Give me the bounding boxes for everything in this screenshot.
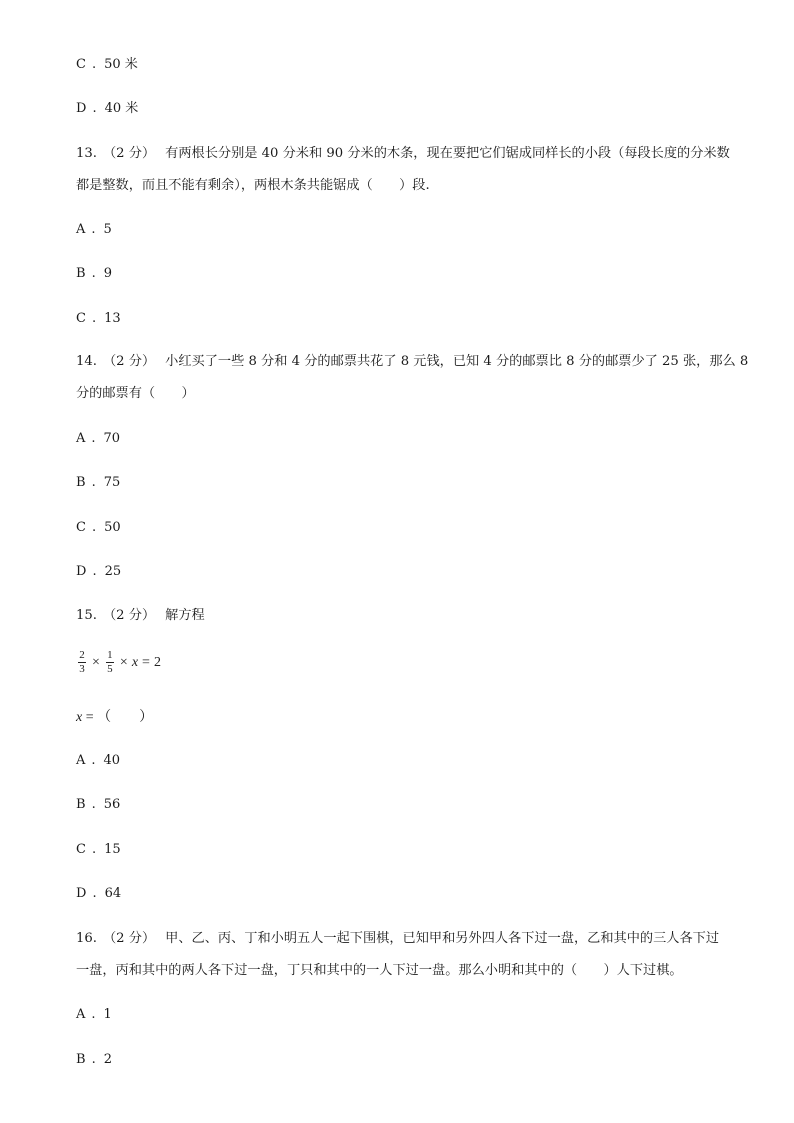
q16-option-b[interactable]: B . 2 bbox=[76, 1052, 112, 1067]
score-label: （2 分） bbox=[102, 608, 156, 623]
question-14-line1: 14. （2 分） 小红买了一些 8 分和 4 分的邮票共花了 8 元钱，已知 4 分的邮票比 8 分的邮票少了 25 张，那么 8 bbox=[76, 354, 749, 369]
q15-option-d[interactable]: D . 64 bbox=[76, 886, 122, 901]
fraction-one-fifth: $\frac{1}{5}$ bbox=[107, 649, 113, 675]
equation: $\frac{2}{3}$ × $\frac{1}{5}$ × x = 2 bbox=[79, 649, 161, 675]
q16-option-a[interactable]: A . 1 bbox=[76, 1007, 112, 1022]
q13-option-c[interactable]: C . 13 bbox=[76, 311, 121, 326]
answer-prompt: x = （ ） bbox=[76, 710, 154, 725]
fraction-two-thirds: $\frac{2}{3}$ bbox=[79, 649, 85, 675]
q13-option-b[interactable]: B . 9 bbox=[76, 266, 112, 281]
question-16-line1: 16. （2 分） 甲、乙、丙、丁和小明五人一起下围棋，已知甲和另外四人各下过一盘，乙和其中的三人各下过 bbox=[76, 931, 720, 946]
question-13 bbox=[76, 138, 756, 202]
q14-option-d[interactable]: D . 25 bbox=[76, 564, 122, 579]
q13-option-a[interactable]: A . 5 bbox=[76, 222, 112, 237]
question-16-line2: 一盘，丙和其中的两人各下过一盘，丁只和其中的一人下过一盘。那么小明和其中的（ ）人下过棋。 bbox=[76, 963, 683, 978]
option-text: 50 米 bbox=[104, 57, 138, 72]
score-label: （2 分） bbox=[102, 931, 156, 946]
question-15: 15. （2 分） 解方程 bbox=[76, 608, 205, 623]
q14-option-c[interactable]: C . 50 bbox=[76, 520, 121, 535]
option-c[interactable]: C . 50 米 bbox=[76, 57, 138, 72]
option-text: 40 米 bbox=[104, 101, 139, 116]
question-14 bbox=[76, 346, 756, 410]
score-label: （2 分） bbox=[102, 354, 156, 369]
question-13-line2: 都是整数，而且不能有剩余），两根木条共能锯成（ ）段. bbox=[76, 178, 430, 193]
option-d[interactable]: D . 40 米 bbox=[76, 101, 139, 116]
question-13-line1: 13. （2 分） 有两根长分别是 40 分米和 90 分米的木条，现在要把它们锯成同样长的小段（每段长度的分米数 bbox=[76, 146, 730, 161]
q15-option-b[interactable]: B . 56 bbox=[76, 797, 121, 812]
q15-option-c[interactable]: C . 15 bbox=[76, 842, 121, 857]
question-16 bbox=[76, 923, 756, 987]
question-14-line2: 分的邮票有（ ） bbox=[76, 386, 195, 401]
variable-x: x bbox=[131, 654, 139, 670]
q14-option-a[interactable]: A . 70 bbox=[76, 431, 121, 446]
score-label: （2 分） bbox=[102, 146, 156, 161]
q15-option-a[interactable]: A . 40 bbox=[76, 753, 121, 768]
q14-option-b[interactable]: B . 75 bbox=[76, 475, 121, 490]
